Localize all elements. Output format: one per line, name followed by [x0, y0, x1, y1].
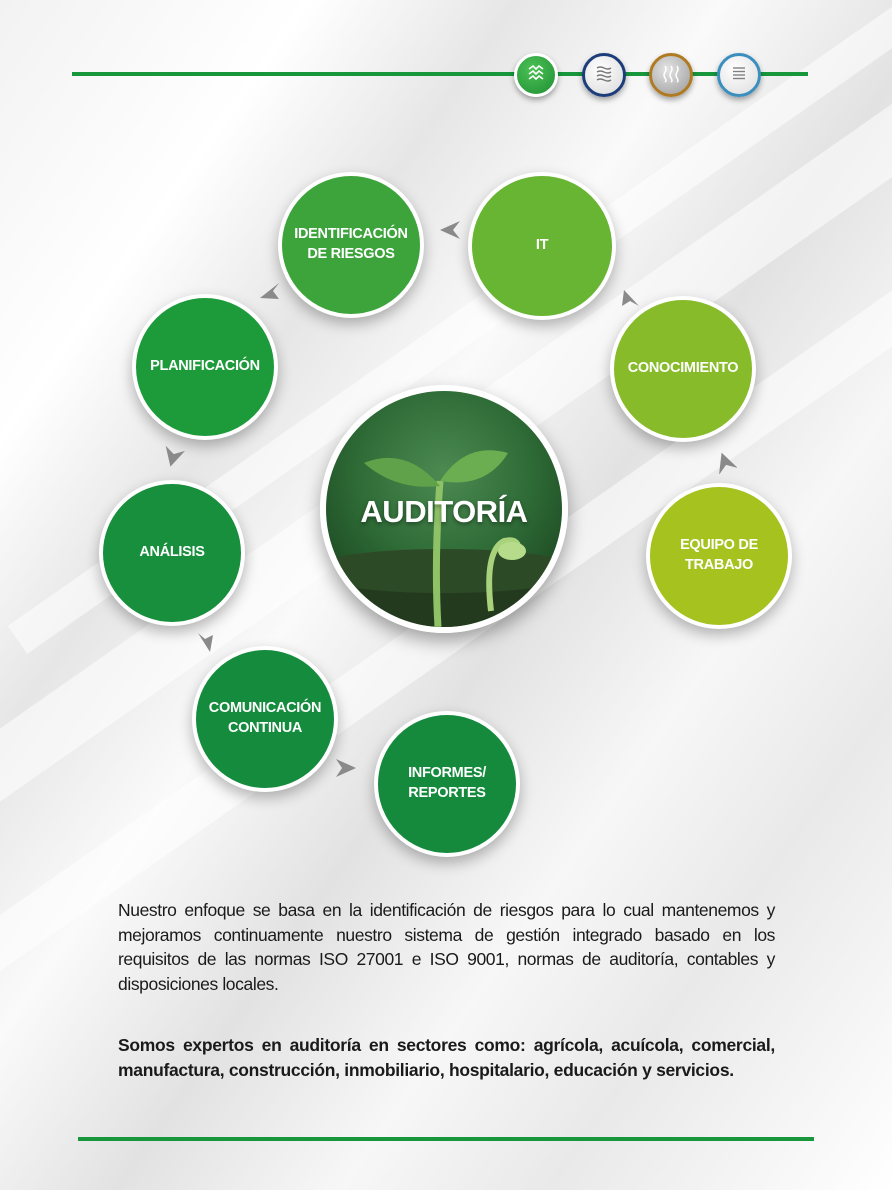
waves-lines-icon [593, 62, 615, 89]
waves-icon [660, 62, 682, 89]
sectors-paragraph: Somos expertos en auditoría en sectores como: agrícola, acuícola, comercial, manufactura, construcción, inmobiliario, hospitalario, educación y servicios. [118, 1035, 775, 1080]
node-analisis [99, 480, 245, 626]
arrow-icon [334, 756, 358, 780]
node-label: PLANIFICACIÓN [150, 358, 260, 375]
arrow-icon [258, 278, 282, 302]
node-informes-reportes [374, 711, 520, 857]
center-audit-circle [320, 385, 568, 633]
nav-button-3[interactable] [649, 53, 693, 97]
node-planificacion [132, 294, 278, 440]
node-label: COMUNICACIÓN CONTINUA [208, 700, 322, 736]
lines-icon [728, 62, 750, 89]
node-label: CONOCIMIENTO [627, 360, 739, 377]
node-label: INFORMES/ REPORTES [408, 765, 486, 801]
node-identificacion-riesgos [278, 172, 424, 318]
nav-button-2[interactable] [582, 53, 626, 97]
arrow-icon [192, 630, 216, 654]
nav-button-4[interactable] [717, 53, 761, 97]
center-title: AUDITORÍA [360, 494, 528, 529]
intro-paragraph: Nuestro enfoque se basa en la identificación de riesgos para lo cual mantenemos y mejoramos continuamente nuestro sistema de gestión integrado basado en los requisitos de las normas ISO 27001 e ISO 9001, normas de auditoría, contables y disposiciones locales. [118, 900, 775, 994]
nav-button-1[interactable] [514, 53, 558, 97]
waves-icon [525, 62, 547, 89]
node-label: IDENTIFICACIÓN DE RIESGOS [294, 226, 408, 262]
node-label: EQUIPO DE TRABAJO [680, 537, 758, 573]
node-equipo-trabajo [646, 483, 792, 629]
node-comunicacion-continua [192, 646, 338, 792]
node-label: IT [535, 237, 549, 254]
arrow-icon [713, 450, 737, 474]
arrow-icon [438, 218, 462, 242]
bottom-rule [78, 1137, 814, 1141]
node-conocimiento [610, 296, 756, 442]
node-it [468, 172, 616, 320]
arrow-icon [619, 286, 643, 310]
top-rule [72, 72, 808, 76]
arrow-icon [161, 445, 185, 469]
node-label: ANÁLISIS [139, 544, 205, 561]
